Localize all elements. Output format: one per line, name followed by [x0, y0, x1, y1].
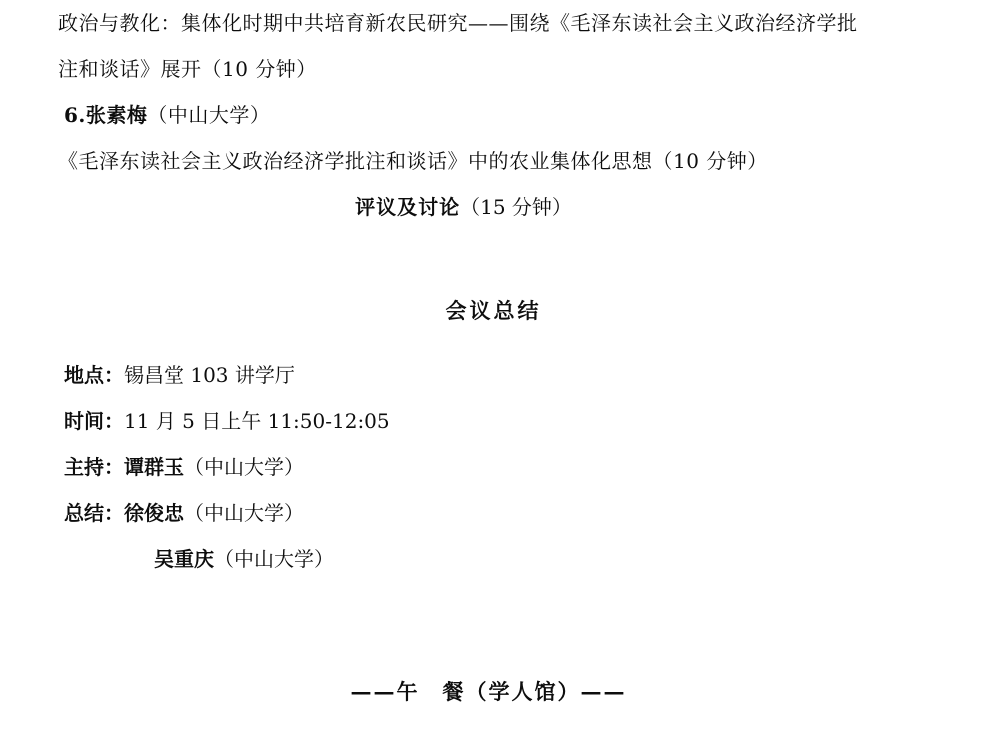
- discussion-label: 评议及讨论: [355, 195, 461, 219]
- info-person: 谭群玉: [124, 455, 184, 479]
- spacer: [58, 334, 929, 352]
- speaker-number: 6.: [64, 103, 86, 127]
- info-row-summarizer-second: [58, 536, 929, 582]
- info-affiliation: （中山大学）: [184, 455, 304, 479]
- discussion-duration: （15 分钟）: [460, 195, 572, 219]
- discussion-line: [58, 184, 929, 230]
- speaker-entry: [58, 92, 929, 138]
- lunch-footer: ——午 餐（学人馆）——: [350, 679, 627, 704]
- speaker-affiliation: （中山大学）: [147, 103, 271, 127]
- info-value: 11 月 5 日上午 11:50-12:05: [124, 409, 390, 433]
- speaker-name: 张素梅: [85, 103, 148, 127]
- info-affiliation: （中山大学）: [184, 501, 304, 525]
- info-label: 总结：: [64, 501, 124, 525]
- info-label: 主持：: [64, 455, 124, 479]
- info-affiliation: （中山大学）: [214, 547, 334, 571]
- spacer: [58, 582, 929, 640]
- paragraph-line: 注和谈话》展开（10 分钟）: [58, 57, 317, 81]
- info-row-location: [58, 352, 929, 398]
- speaker-topic: 《毛泽东读社会主义政治经济学批注和谈话》中的农业集体化思想（10 分钟）: [58, 149, 768, 173]
- info-row-summarizer: [58, 490, 929, 536]
- info-person: 吴重庆: [154, 547, 214, 571]
- info-person: 徐俊忠: [124, 501, 184, 525]
- paragraph-line: 政治与教化：集体化时期中共培育新农民研究——围绕《毛泽东读社会主义政治经济学批: [58, 11, 858, 35]
- info-label: 地点：: [64, 363, 124, 387]
- info-row-host: [58, 444, 929, 490]
- info-value: 锡昌堂 103 讲学厅: [124, 363, 295, 387]
- spacer: [58, 230, 929, 288]
- info-row-time: [58, 398, 929, 444]
- info-label: 时间：: [64, 409, 124, 433]
- summary-heading: 会议总结: [445, 298, 542, 323]
- spacer: [58, 640, 929, 676]
